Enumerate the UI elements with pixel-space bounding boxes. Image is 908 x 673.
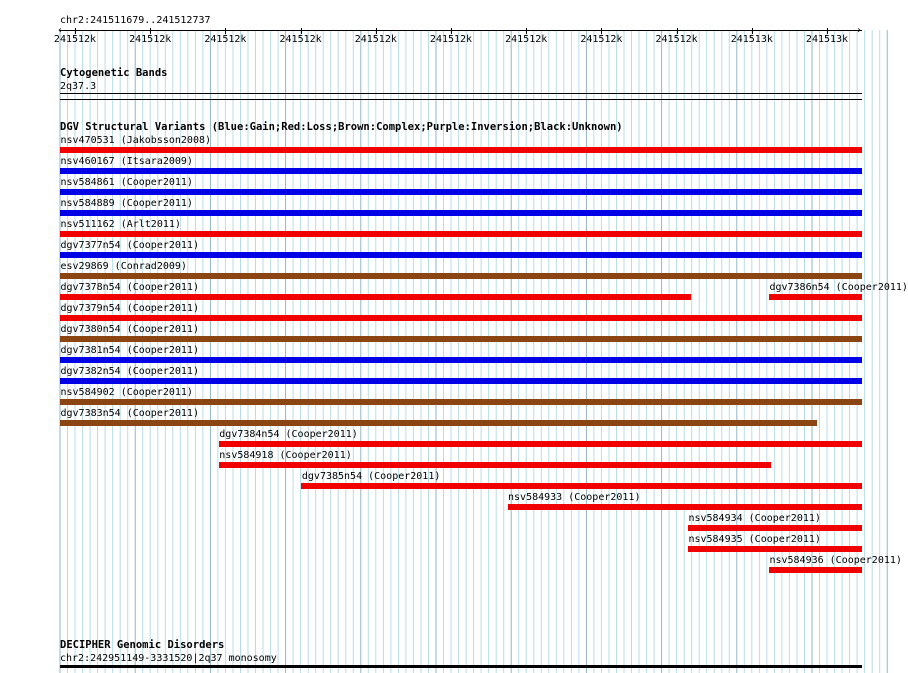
- cytoband-band[interactable]: [60, 93, 862, 94]
- dgv-feature-label[interactable]: nsv584918 (Cooper2011): [219, 450, 352, 461]
- dgv-feature-label[interactable]: nsv511162 (Arlt2011): [60, 219, 181, 230]
- dgv-feature-label[interactable]: dgv7386n54 (Cooper2011): [769, 282, 908, 293]
- cytoband-label: 2q37.3: [60, 81, 97, 92]
- dgv-feature-bar[interactable]: [688, 546, 862, 552]
- dgv-feature-label[interactable]: nsv584936 (Cooper2011): [769, 555, 902, 566]
- dgv-feature-label[interactable]: nsv470531 (Jakobsson2008): [60, 135, 212, 146]
- ruler-arrow-right-icon: ›: [856, 25, 863, 36]
- dgv-feature-bar[interactable]: [769, 294, 862, 300]
- decipher-feature-label[interactable]: chr2:242951149-3331520|2q37 monosomy: [60, 653, 277, 664]
- dgv-feature-bar[interactable]: [60, 147, 862, 153]
- dgv-feature-label[interactable]: nsv584889 (Cooper2011): [60, 198, 193, 209]
- dgv-feature-bar[interactable]: [60, 189, 862, 195]
- dgv-feature-bar[interactable]: [60, 357, 862, 363]
- dgv-feature-label[interactable]: dgv7379n54 (Cooper2011): [60, 303, 199, 314]
- dgv-feature-bar[interactable]: [769, 567, 862, 573]
- dgv-feature-bar[interactable]: [60, 378, 862, 384]
- dgv-feature-label[interactable]: dgv7384n54 (Cooper2011): [219, 429, 358, 440]
- dgv-feature-bar[interactable]: [508, 504, 862, 510]
- ruler-tick-label: 241512k: [204, 34, 247, 45]
- dgv-feature-label[interactable]: dgv7377n54 (Cooper2011): [60, 240, 199, 251]
- ruler-tick-label: 241512k: [53, 34, 97, 45]
- dgv-feature-label[interactable]: nsv584934 (Cooper2011): [688, 513, 821, 524]
- dgv-feature-bar[interactable]: [219, 462, 771, 468]
- dgv-feature-bar[interactable]: [60, 336, 862, 342]
- dgv-feature-bar[interactable]: [301, 483, 862, 489]
- ruler-tick-label: 241512k: [279, 34, 322, 45]
- dgv-feature-label[interactable]: nsv584902 (Cooper2011): [60, 387, 193, 398]
- dgv-feature-bar[interactable]: [60, 315, 862, 321]
- ruler-tick-label: 241513k: [805, 34, 849, 45]
- ruler-tick-label: 241512k: [429, 34, 473, 45]
- dgv-feature-label[interactable]: nsv584861 (Cooper2011): [60, 177, 193, 188]
- dgv-feature-bar[interactable]: [60, 168, 862, 174]
- dgv-feature-bar[interactable]: [60, 420, 817, 426]
- ruler-tick-label: 241513k: [730, 34, 773, 45]
- decipher-feature-bar[interactable]: [60, 665, 862, 668]
- dgv-feature-bar[interactable]: [60, 231, 862, 237]
- cytoband-band-outline: [60, 99, 862, 100]
- dgv-feature-label[interactable]: nsv460167 (Itsara2009): [60, 156, 193, 167]
- ruler-axis: [60, 30, 862, 31]
- dgv-feature-bar[interactable]: [688, 525, 862, 531]
- dgv-feature-label[interactable]: dgv7385n54 (Cooper2011): [301, 471, 441, 482]
- ruler-tick-label: 241512k: [505, 34, 548, 45]
- dgv-feature-bar[interactable]: [60, 210, 862, 216]
- dgv-feature-label[interactable]: dgv7381n54 (Cooper2011): [60, 345, 199, 356]
- dgv-feature-label[interactable]: esv29869 (Conrad2009): [60, 261, 187, 272]
- decipher-track-title: DECIPHER Genomic Disorders: [60, 639, 225, 651]
- dgv-feature-bar[interactable]: [60, 273, 862, 279]
- dgv-feature-label[interactable]: dgv7378n54 (Cooper2011): [60, 282, 199, 293]
- ruler-tick-label: 241512k: [655, 34, 698, 45]
- dgv-feature-bar[interactable]: [60, 252, 862, 258]
- ruler-tick-label: 241512k: [354, 34, 397, 45]
- ruler-location: chr2:241511679..241512737: [60, 15, 211, 26]
- cytoband-track-title: Cytogenetic Bands: [60, 67, 168, 79]
- ruler-arrow-left-icon: ‹: [57, 25, 64, 36]
- dgv-feature-bar[interactable]: [60, 294, 691, 300]
- dgv-feature-label[interactable]: dgv7382n54 (Cooper2011): [60, 366, 199, 377]
- dgv-track-title: DGV Structural Variants (Blue:Gain;Red:Loss;Brown:Complex;Purple:Inversion;Black:Unknown): [60, 121, 623, 133]
- dgv-feature-label[interactable]: nsv584935 (Cooper2011): [688, 534, 821, 545]
- dgv-feature-label[interactable]: dgv7380n54 (Cooper2011): [60, 324, 199, 335]
- dgv-feature-bar[interactable]: [60, 399, 862, 405]
- dgv-feature-label[interactable]: nsv584933 (Cooper2011): [508, 492, 641, 503]
- ruler-tick-label: 241512k: [129, 34, 172, 45]
- ruler-tick-label: 241512k: [580, 34, 623, 45]
- dgv-feature-bar[interactable]: [219, 441, 862, 447]
- dgv-feature-label[interactable]: dgv7383n54 (Cooper2011): [60, 408, 199, 419]
